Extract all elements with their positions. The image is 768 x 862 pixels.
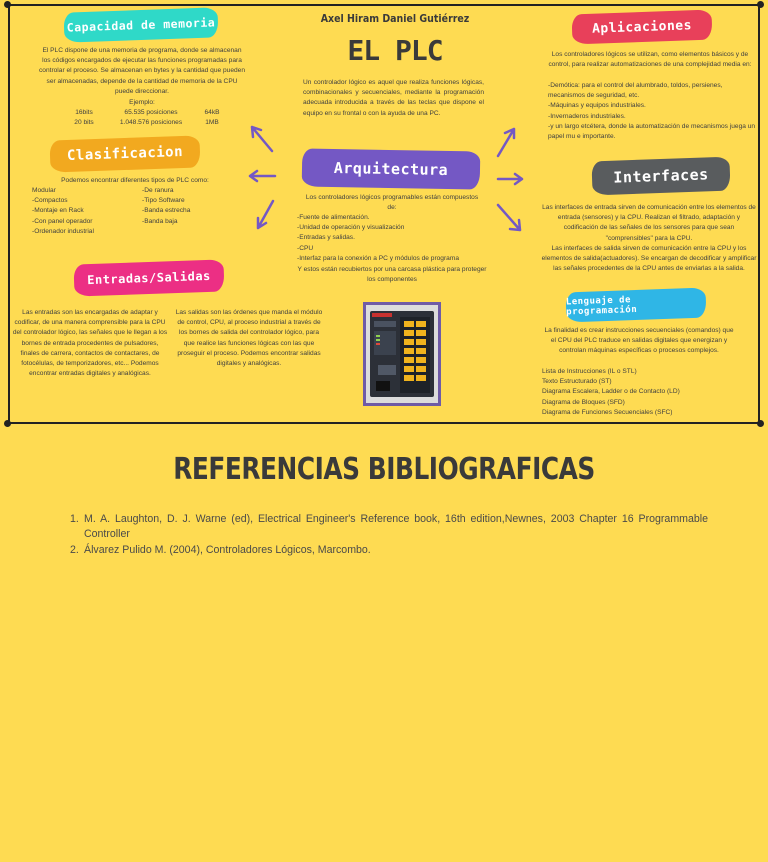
heading-lenguaje-programacion: Lenguaje de programación [566, 288, 707, 323]
table-cell: 64kB [204, 109, 220, 116]
interfaces-text-entrada: Las interfaces de entrada sirven de comunicación entre los elementos de entrada (sensores) y la CPU. Realizan el filtrado, adaptación y codificación de las señales de los sensores para que sean "comprensibles" para la CPU. [542, 204, 756, 242]
list-item: -y un largo etcétera, donde la automatización de mecanismos juega un papel mu e importante. [548, 122, 756, 141]
lenguaje-list [542, 367, 752, 418]
table-row [60, 118, 230, 128]
reference-item: 2. Álvarez Pulido M. (2004), Controladores Lógicos, Marcombo. [70, 543, 708, 558]
heading-arquitectura: Arquitectura [302, 148, 481, 189]
plc-device-image [366, 305, 438, 403]
list-item: -Entradas y salidas. [297, 234, 355, 242]
clasificacion-list-left [32, 186, 136, 237]
list-item: -Tipo Software [142, 197, 185, 205]
heading-capacidad-memoria: Capacidad de memoria [64, 7, 219, 42]
arrow-to-aplicaciones [498, 129, 514, 156]
heading-entradas-salidas: Entradas/Salidas [73, 259, 224, 296]
list-item: Texto Estructurado (ST) [542, 378, 612, 386]
list-item: Diagrama Escalera, Ladder o de Contacto (LD) [542, 388, 680, 396]
list-item: -Ordenador industrial [32, 227, 94, 235]
arquitectura-intro: Los controladores lógicos programables están compuestos de: [305, 194, 479, 212]
arrow-to-capacidad [252, 127, 272, 151]
clasificacion-list [32, 186, 242, 237]
table-cell: 20 bits [74, 119, 94, 127]
list-item: -Fuente de alimentación. [297, 214, 370, 221]
list-item: -Con panel operador [32, 217, 93, 225]
reference-item: 1. M. A. Laughton, D. J. Warne (ed), Electrical Engineer's Reference book, 16th edition,Newnes, 2003 Chapter 16 Programmable Controller [70, 513, 708, 540]
list-item: -De ranura [142, 187, 174, 194]
intro-text: Un controlador lógico es aquel que realiza funciones lógicas, combinacionales y secuenciales, mediante la programación adecuada introducida a través de las teclas que dispone el equipo en su frontal o con la ayuda de una PC. [303, 79, 484, 117]
plc-photo [363, 302, 441, 406]
arrow-to-lenguaje [498, 205, 520, 230]
list-item: -Interfaz para la conexión a PC y módulos de programa [297, 254, 459, 262]
heading-aplicaciones: Aplicaciones [572, 10, 713, 45]
list-item: Lista de Instrucciones (IL o STL) [542, 368, 637, 375]
interfaces-text-salida: Las interfaces de salida sirven de comunicación entre la CPU y los elementos de salida(actuadores). Se encargan de decodificar y amplificar las señales procedentes de la CPU antes de enviarlas a la salida. [541, 245, 757, 273]
list-item: -Unidad de operación y visualización [297, 224, 405, 232]
capacidad-text: El PLC dispone de una memoria de programa, donde se almacenan los códigos encargados de ejecutar las funciones programadas para controlar el proceso. Se almacenan en bytes y la cantidad que pueden ser almacenadas, depende de la cantidad de memoria de la CPU puede direccionar. [38, 47, 245, 95]
clasificacion-intro: Podemos encontrar diferentes tipos de PLC como: [61, 177, 209, 184]
capacidad-table [60, 108, 230, 128]
heading-clasificacion: Clasificacion [49, 135, 200, 172]
list-item: -CPU [297, 244, 314, 252]
clasificacion-list-right [142, 186, 242, 237]
table-row [60, 108, 230, 118]
list-item: -Montaje en Rack [32, 207, 84, 215]
references-list [70, 512, 708, 559]
entradas-text: Las entradas son las encargadas de adaptar y codificar, de una manera comprensible para la CPU del controlador lógico, las señales que le llegan a los bornes de entrada procedentes de pulsadores, finales de carrera, contactos de contactares, de fotocélulas, de temporizadores, etc... Podemos encontrar entradas digitales y analógicas. [12, 309, 168, 378]
list-item: -Banda baja [142, 217, 178, 225]
arrow-to-entradas [258, 201, 273, 228]
list-item: -Banda estrecha [142, 207, 191, 215]
list-item: -Demótica: para el control del alumbrado, toldos, persienes, mecanismos de seguridad, etc. [548, 82, 723, 100]
table-cell: 65.535 posiciones [124, 109, 178, 116]
list-item: -Máquinas y equipos industriales. [548, 102, 646, 110]
list-item: Diagrama de Funciones Secuenciales (SFC) [542, 408, 673, 416]
arrow-to-clasificacion [250, 171, 275, 181]
list-item: Modular [32, 187, 56, 194]
reference-text: M. A. Laughton, D. J. Warne (ed), Electrical Engineer's Reference book, 16th edition,Newnes, 2003 Chapter 16 Programmable Controller [84, 513, 708, 540]
page-title: EL PLC [347, 34, 443, 67]
table-cell: 16bits [75, 109, 93, 116]
list-item: Diagrama de Bloques (SFD) [542, 398, 625, 406]
aplicaciones-list [548, 81, 758, 142]
arquitectura-list [297, 213, 493, 264]
lenguaje-intro: La finalidad es crear instrucciones secuenciales (comandos) que el CPU del PLC traduce en salidas digitales que energizan y controlan máquinas específicas o procesos complejos. [544, 327, 734, 355]
author-name: Axel Hiram Daniel Gutiérrez [320, 13, 470, 25]
list-item: -Invernaderos industriales. [548, 112, 626, 120]
arquitectura-outro: Y estos están recubiertos por una carcasa plástica para proteger los componentes [297, 266, 487, 284]
references-title: REFERENCIAS BIBLIOGRAFICAS [173, 452, 595, 487]
salidas-text: Las salidas son las órdenes que manda el módulo de control, CPU, al proceso industrial a través de los bornes de salida del controlador lógico, para que realice las funciones lógicas con las que proseguir el proceso. Podemos encontrar salidas digitales y analógicas. [175, 309, 323, 368]
capacidad-example-label: Ejemplo: [129, 99, 155, 106]
reference-text: Álvarez Pulido M. (2004), Controladores Lógicos, Marcombo. [84, 544, 371, 556]
table-cell: 1MB [205, 119, 219, 127]
aplicaciones-intro: Los controladores lógicos se utilizan, como elementos básicos y de control, para realizar automatizaciones de una complejidad media en: [548, 51, 752, 69]
table-cell: 1.048.576 posiciones [119, 119, 183, 127]
list-item: -Compactos [32, 197, 68, 205]
arrow-to-interfaces [498, 174, 522, 184]
heading-interfaces: Interfaces [591, 157, 730, 196]
